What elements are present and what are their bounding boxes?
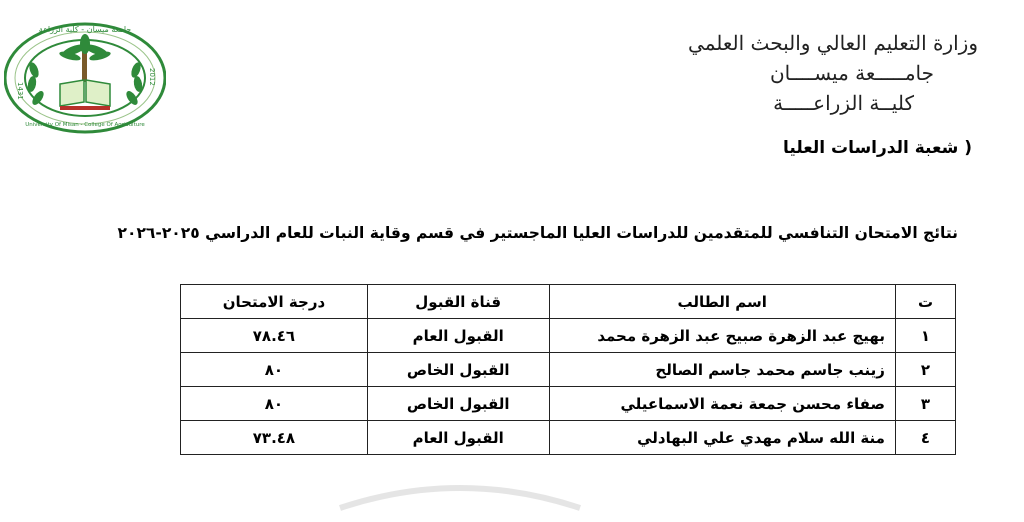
table-header-row	[181, 285, 956, 319]
admission-channel: القبول العام	[367, 319, 549, 353]
col-header-score: درجة الامتحان	[181, 285, 368, 319]
admission-channel: القبول الخاص	[367, 353, 549, 387]
col-header-name: اسم الطالب	[549, 285, 895, 319]
college-name: كليــة الزراعـــــة	[773, 91, 914, 115]
logo-bottom-text: University Of Misan - College Of Agriculture	[25, 122, 145, 128]
exam-score: ٧٣.٤٨	[181, 421, 368, 455]
row-index: ٤	[895, 421, 955, 455]
table-row	[181, 319, 956, 353]
row-index: ٣	[895, 387, 955, 421]
col-header-index: ت	[895, 285, 955, 319]
admission-channel: القبول الخاص	[367, 387, 549, 421]
table-row	[181, 353, 956, 387]
student-name: زينب جاسم محمد جاسم الصالح	[549, 353, 895, 387]
watermark-stamp	[330, 478, 590, 518]
university-logo	[4, 22, 166, 134]
admission-channel: القبول العام	[367, 421, 549, 455]
exam-score: ٨٠	[181, 387, 368, 421]
logo-year-right: 2012	[148, 68, 156, 86]
col-header-channel: قناة القبول	[367, 285, 549, 319]
ministry-name: وزارة التعليم العالي والبحث العلمي	[688, 31, 978, 55]
document-title: نتائج الامتحان التنافسي للمتقدمين للدراسات العليا الماجستير في قسم وقاية النبات للعام الدراسي ٢٠٢٥-٢٠٢٦	[117, 224, 958, 242]
row-index: ١	[895, 319, 955, 353]
logo-top-text: جامعة ميسان - كلية الزراعة	[38, 25, 132, 34]
row-index: ٢	[895, 353, 955, 387]
exam-score: ٧٨.٤٦	[181, 319, 368, 353]
university-name: جامـــــعة ميســــان	[769, 61, 934, 85]
results-table	[180, 284, 956, 455]
student-name: بهيج عبد الزهرة صبيح عبد الزهرة محمد	[549, 319, 895, 353]
table-row	[181, 421, 956, 455]
department-name: ( شعبة الدراسات العليا	[783, 138, 972, 158]
student-name: صفاء محسن جمعة نعمة الاسماعيلي	[549, 387, 895, 421]
logo-year-left: 1431	[16, 82, 24, 100]
letterhead	[688, 28, 978, 118]
exam-score: ٨٠	[181, 353, 368, 387]
student-name: منة الله سلام مهدي علي البهادلي	[549, 421, 895, 455]
table-row	[181, 387, 956, 421]
